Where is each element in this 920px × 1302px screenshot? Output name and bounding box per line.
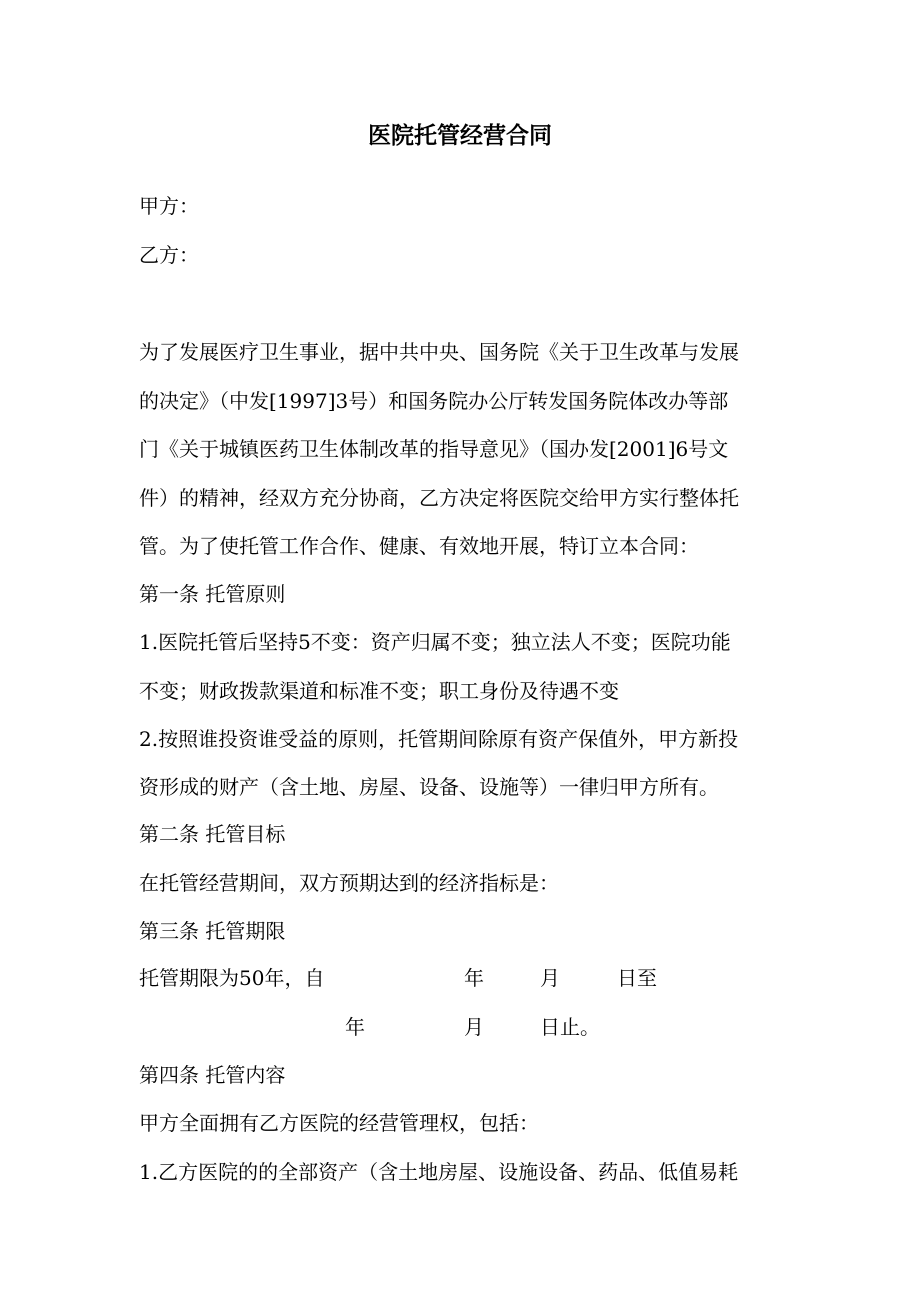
term-day-end: 日止。 (540, 1015, 600, 1039)
preamble-line: 管。为了使托管工作合作、健康、有效地开展，特订立本合同： (139, 534, 699, 558)
preamble-line: 的决定》（中发[1997]3号）和国务院办公厅转发国务院体改办等部 (139, 389, 729, 413)
article-4-heading: 第四条 托管内容 (139, 1063, 286, 1087)
document-title: 医院托管经营合同 (368, 123, 552, 149)
article-1-item-1-line: 1.医院托管后坚持5不变：资产归属不变；独立法人不变；医院功能 (139, 630, 731, 654)
article-2-heading: 第二条 托管目标 (139, 822, 286, 846)
article-1-item-2-line: 2.按照谁投资谁受益的原则，托管期间除原有资产保值外，甲方新投 (139, 727, 739, 751)
article-1-item-2-line: 资形成的财产（含土地、房屋、设备、设施等）一律归甲方所有。 (139, 775, 719, 799)
preamble-line: 件）的精神，经双方充分协商，乙方决定将医院交给甲方实行整体托 (139, 486, 739, 510)
term-month-end: 月 (464, 1015, 484, 1039)
article-3-heading: 第三条 托管期限 (139, 919, 286, 943)
article-4-intro: 甲方全面拥有乙方医院的经营管理权，包括： (139, 1111, 539, 1135)
preamble-line: 为了发展医疗卫生事业，据中共中央、国务院《关于卫生改革与发展 (139, 340, 739, 364)
term-start-text: 托管期限为50年，自 (139, 966, 325, 990)
party-a-label: 甲方： (139, 194, 199, 218)
article-4-item-1-line: 1.乙方医院的的全部资产（含土地房屋、设施设备、药品、低值易耗 (139, 1160, 739, 1184)
article-2-text: 在托管经营期间，双方预期达到的经济指标是： (139, 871, 559, 895)
preamble-line: 门《关于城镇医药卫生体制改革的指导意见》（国办发[2001]6号文 (139, 437, 729, 461)
term-day-to: 日至 (617, 966, 657, 990)
term-year-end: 年 (345, 1015, 365, 1039)
term-month-start: 月 (540, 966, 560, 990)
party-b-label: 乙方： (139, 243, 199, 267)
term-year-start: 年 (464, 966, 484, 990)
article-1-heading: 第一条 托管原则 (139, 582, 286, 606)
article-1-item-1-line: 不变；财政拨款渠道和标准不变；职工身份及待遇不变 (139, 679, 619, 703)
